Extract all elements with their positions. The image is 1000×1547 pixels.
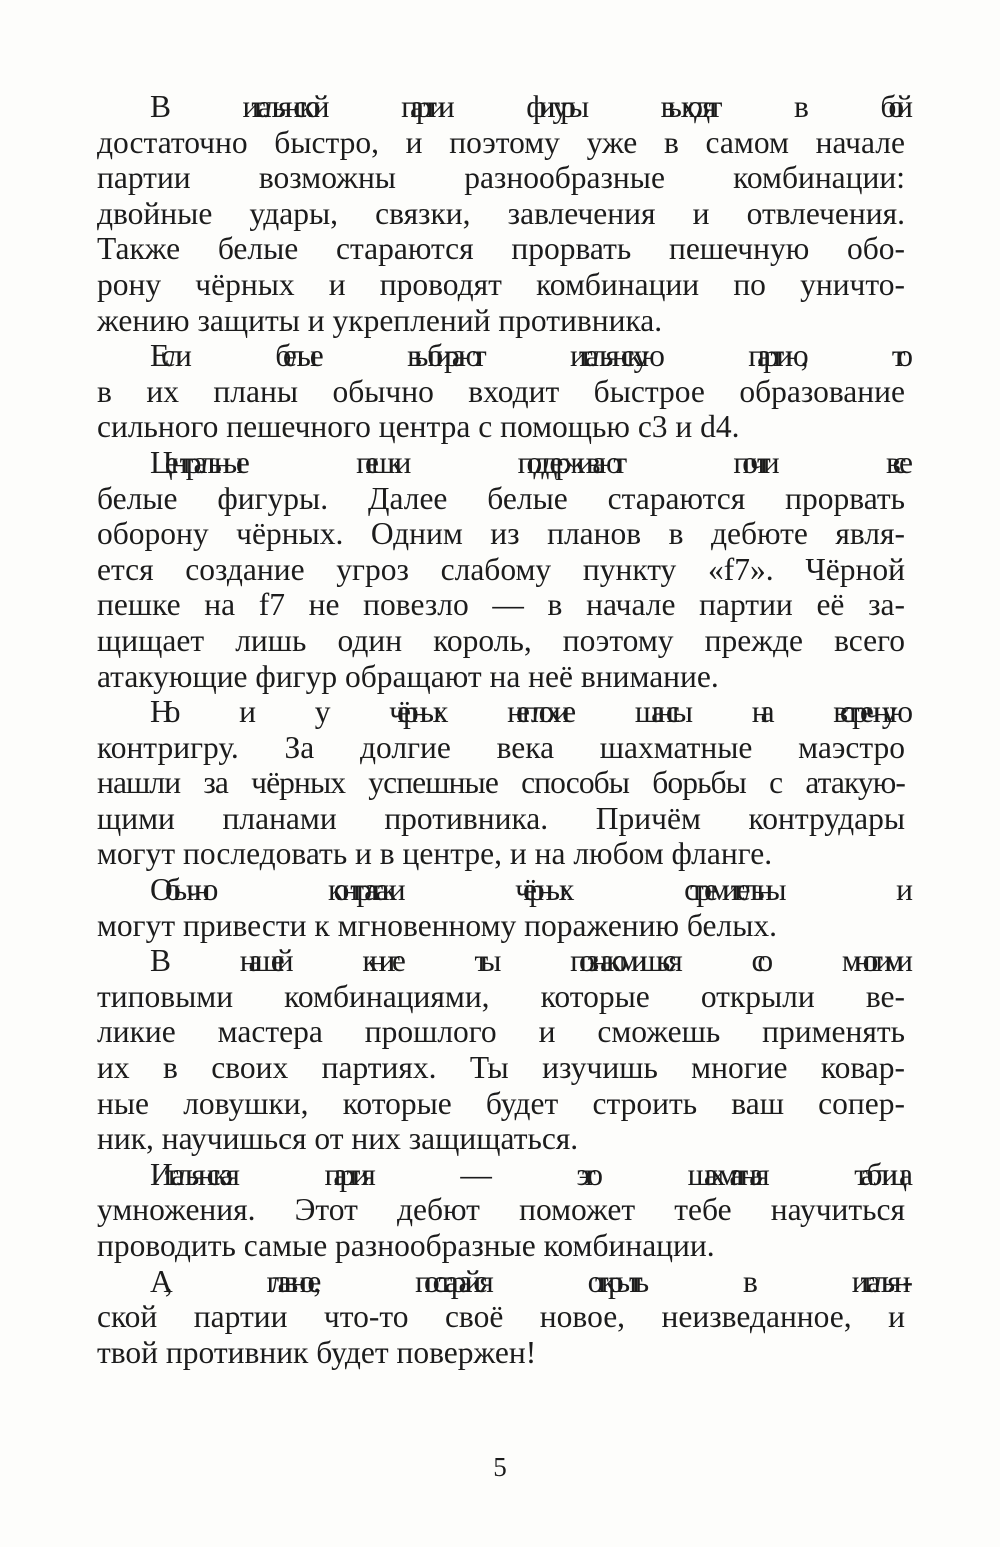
- text-line: ликие мастера прошлого и сможешь применять: [97, 1014, 905, 1050]
- paragraph-1: [97, 89, 905, 338]
- text-line: Центральные пешки поддерживают почти все: [150, 444, 905, 480]
- text-line: щими планами противника. Причём контрудары: [97, 800, 905, 836]
- text-line: могут последовать и в центре, и на любом фланге.: [97, 836, 773, 872]
- text-line: рону чёрных и проводят комбинации по уничто-: [97, 266, 905, 302]
- text-line: оборону чёрных. Одним из планов в дебюте явля-: [97, 516, 905, 552]
- text-line: Но и у чёрных неплохие шансы на встречную: [150, 694, 905, 730]
- text-line: Итальянская партия — это шахматная таблица: [150, 1156, 905, 1192]
- text-line: проводить самые разнообразные комбинации.: [97, 1228, 715, 1263]
- paragraph-4: [97, 694, 905, 872]
- text-line: их в своих партиях. Ты изучишь многие ковар-: [97, 1050, 905, 1086]
- text-line: сильного пешечного центра с помощью c3 и d4.: [97, 409, 740, 445]
- text-line: белые фигуры. Далее белые стараются прорвать: [97, 480, 905, 516]
- text-line: типовыми комбинациями, которые открыли ве-: [97, 978, 905, 1014]
- text-line: Также белые стараются прорвать пешечную обо-: [97, 231, 905, 267]
- text-line: ные ловушки, которые будет строить ваш сопер-: [97, 1085, 905, 1121]
- paragraph-8: [97, 1264, 905, 1371]
- paragraph-2: [97, 338, 905, 445]
- paragraph-6: [97, 943, 905, 1157]
- body-text: [97, 89, 905, 1370]
- paragraph-7: [97, 1157, 905, 1264]
- text-line: А, главное, постарайся открыть в итальян-: [150, 1263, 905, 1299]
- text-line: ской партии что-то своё новое, неизведанное, и: [97, 1299, 905, 1335]
- text-line: В итальянской партии фигуры выходят в бой: [150, 89, 905, 124]
- text-line: жению защиты и укреплений противника.: [97, 302, 663, 338]
- text-line: атакующие фигур обращают на неё внимание.: [97, 658, 719, 694]
- text-line: твой противник будет повержен!: [97, 1334, 537, 1370]
- text-line: партии возможны разнообразные комбинации:: [97, 160, 905, 196]
- paragraph-3: [97, 445, 905, 694]
- text-line: двойные удары, связки, завлечения и отвлечения.: [97, 195, 905, 231]
- text-line: достаточно быстро, и поэтому уже в самом начале: [97, 124, 905, 160]
- text-line: нашли за чёрных успешные способы борьбы с атакую-: [97, 765, 905, 801]
- text-line: ник, научишься от них защищаться.: [97, 1121, 579, 1157]
- text-line: Обычно контратаки чёрных стремительны и: [150, 872, 905, 908]
- text-line: в их планы обычно входит быстрое образование: [97, 373, 905, 409]
- text-line: Если белые выбирают итальянскую партию, то: [150, 338, 905, 374]
- text-line: контригру. За долгие века шахматные маэстро: [97, 729, 905, 765]
- text-line: могут привести к мгновенному поражению белых.: [97, 907, 778, 943]
- text-line: пешке на f7 не повезло — в начале партии её за-: [97, 587, 905, 623]
- text-line: щищает лишь один король, поэтому прежде всего: [97, 622, 905, 658]
- page-number: 5: [493, 1452, 507, 1482]
- text-line: умножения. Этот дебют поможет тебе научиться: [97, 1192, 905, 1228]
- paragraph-5: [97, 872, 905, 943]
- text-line: В нашей книге ты познакомишься со многими: [150, 943, 905, 979]
- text-line: ется создание угроз слабому пункту «f7». Чёрной: [97, 551, 905, 587]
